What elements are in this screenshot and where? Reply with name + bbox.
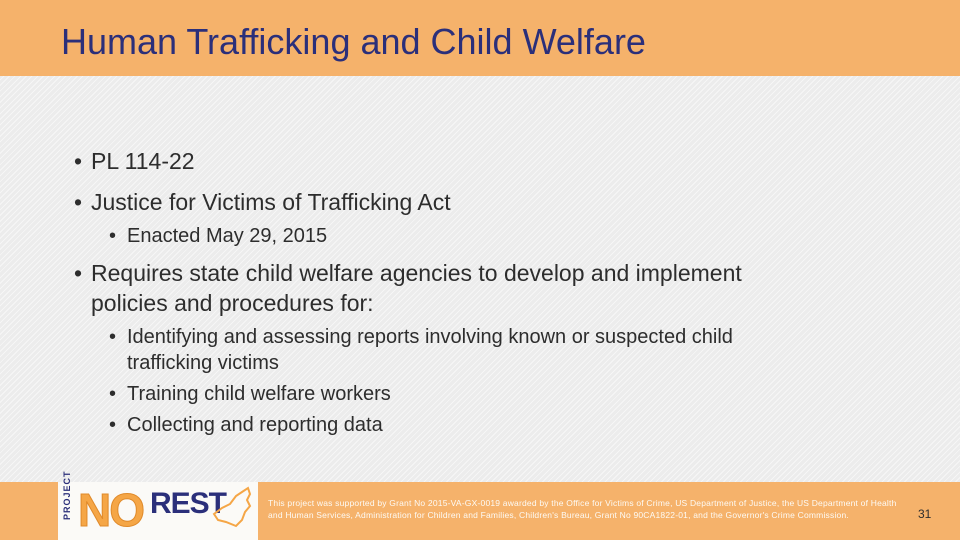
bullet-text: PL 114-22 (91, 148, 195, 174)
bullet-text-line1: Identifying and assessing reports involving known or suspected child (127, 326, 733, 348)
bullet-glyph: • (74, 189, 83, 215)
bullet-text: Training child welfare workers (127, 383, 391, 405)
bullet-text: Justice for Victims of Trafficking Act (91, 189, 451, 215)
bullet-text-line2: policies and procedures for: (91, 290, 374, 316)
bullet-glyph: • (109, 326, 117, 348)
sub-bullet-collecting (109, 412, 383, 438)
bullet-glyph: • (109, 414, 117, 436)
bullet-glyph: • (74, 260, 83, 286)
page-number: 31 (918, 507, 932, 521)
logo-no-text: NO (78, 484, 143, 536)
bullet-glyph: • (74, 148, 83, 174)
north-carolina-map-icon (212, 484, 252, 530)
bullet-text: Enacted May 29, 2015 (127, 225, 328, 247)
bullet-glyph: • (109, 383, 117, 405)
bullet-act-name (74, 187, 451, 217)
sub-bullet-training (109, 381, 391, 407)
logo-rest-text: REST (150, 487, 227, 520)
bullet-pl-number (74, 146, 195, 176)
slide-title: Human Trafficking and Child Welfare (61, 21, 646, 62)
funding-acknowledgement: This project was supported by Grant No 2015-VA-GX-0019 awarded by the Office for Victims of Crime, US Department of Justice, the US Department of Health and Human Services, Administration for Children and Families, Children's Bureau, Grant No 90CA1822-01, and the Governor's Crime Commission. (268, 498, 897, 520)
bullet-text-line1: Requires state child welfare agencies to develop and implement (91, 260, 742, 286)
logo-project-label: PROJECT (62, 470, 72, 520)
sub-bullet-identifying (109, 324, 733, 376)
sub-bullet-enacted (109, 223, 327, 249)
bullet-text-line2: trafficking victims (127, 352, 279, 374)
bullet-requirements (74, 258, 742, 318)
bullet-glyph: • (109, 225, 117, 247)
bullet-text: Collecting and reporting data (127, 414, 383, 436)
